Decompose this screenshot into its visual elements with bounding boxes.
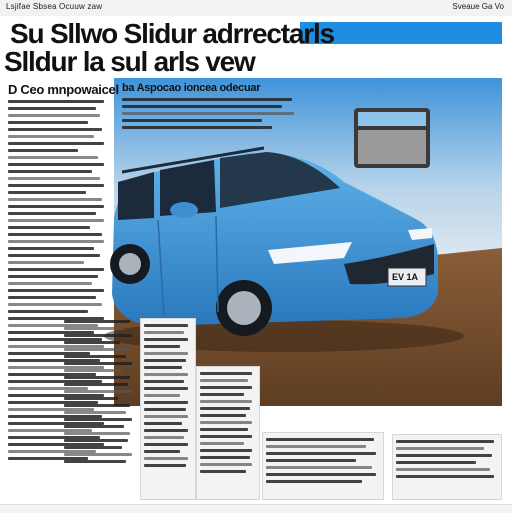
page-title: Su Sllwo Slidur adrrectarls xyxy=(10,18,334,49)
masthead-left-text: Lsjifae Sbsea Ocuuw zaw xyxy=(6,2,103,11)
masthead-right-text: Sveaue Ga Vo xyxy=(452,2,504,11)
column-1b-text xyxy=(64,320,134,467)
masthead xyxy=(0,0,512,17)
column-2-intro-text xyxy=(122,98,298,133)
page-subtitle: Slldur la sul arls vew xyxy=(4,46,255,77)
column-1-title: D Ceo mnpowaicel xyxy=(8,82,119,97)
bottom-article-text-1 xyxy=(266,438,378,487)
license-plate-text: EV 1A xyxy=(392,272,419,282)
bottom-article-text-2 xyxy=(396,440,496,482)
lower-article-text xyxy=(200,372,254,477)
column-2-title: ba Aspocao ioncea odecuar xyxy=(122,82,261,94)
sidebar-column-text xyxy=(144,324,190,471)
